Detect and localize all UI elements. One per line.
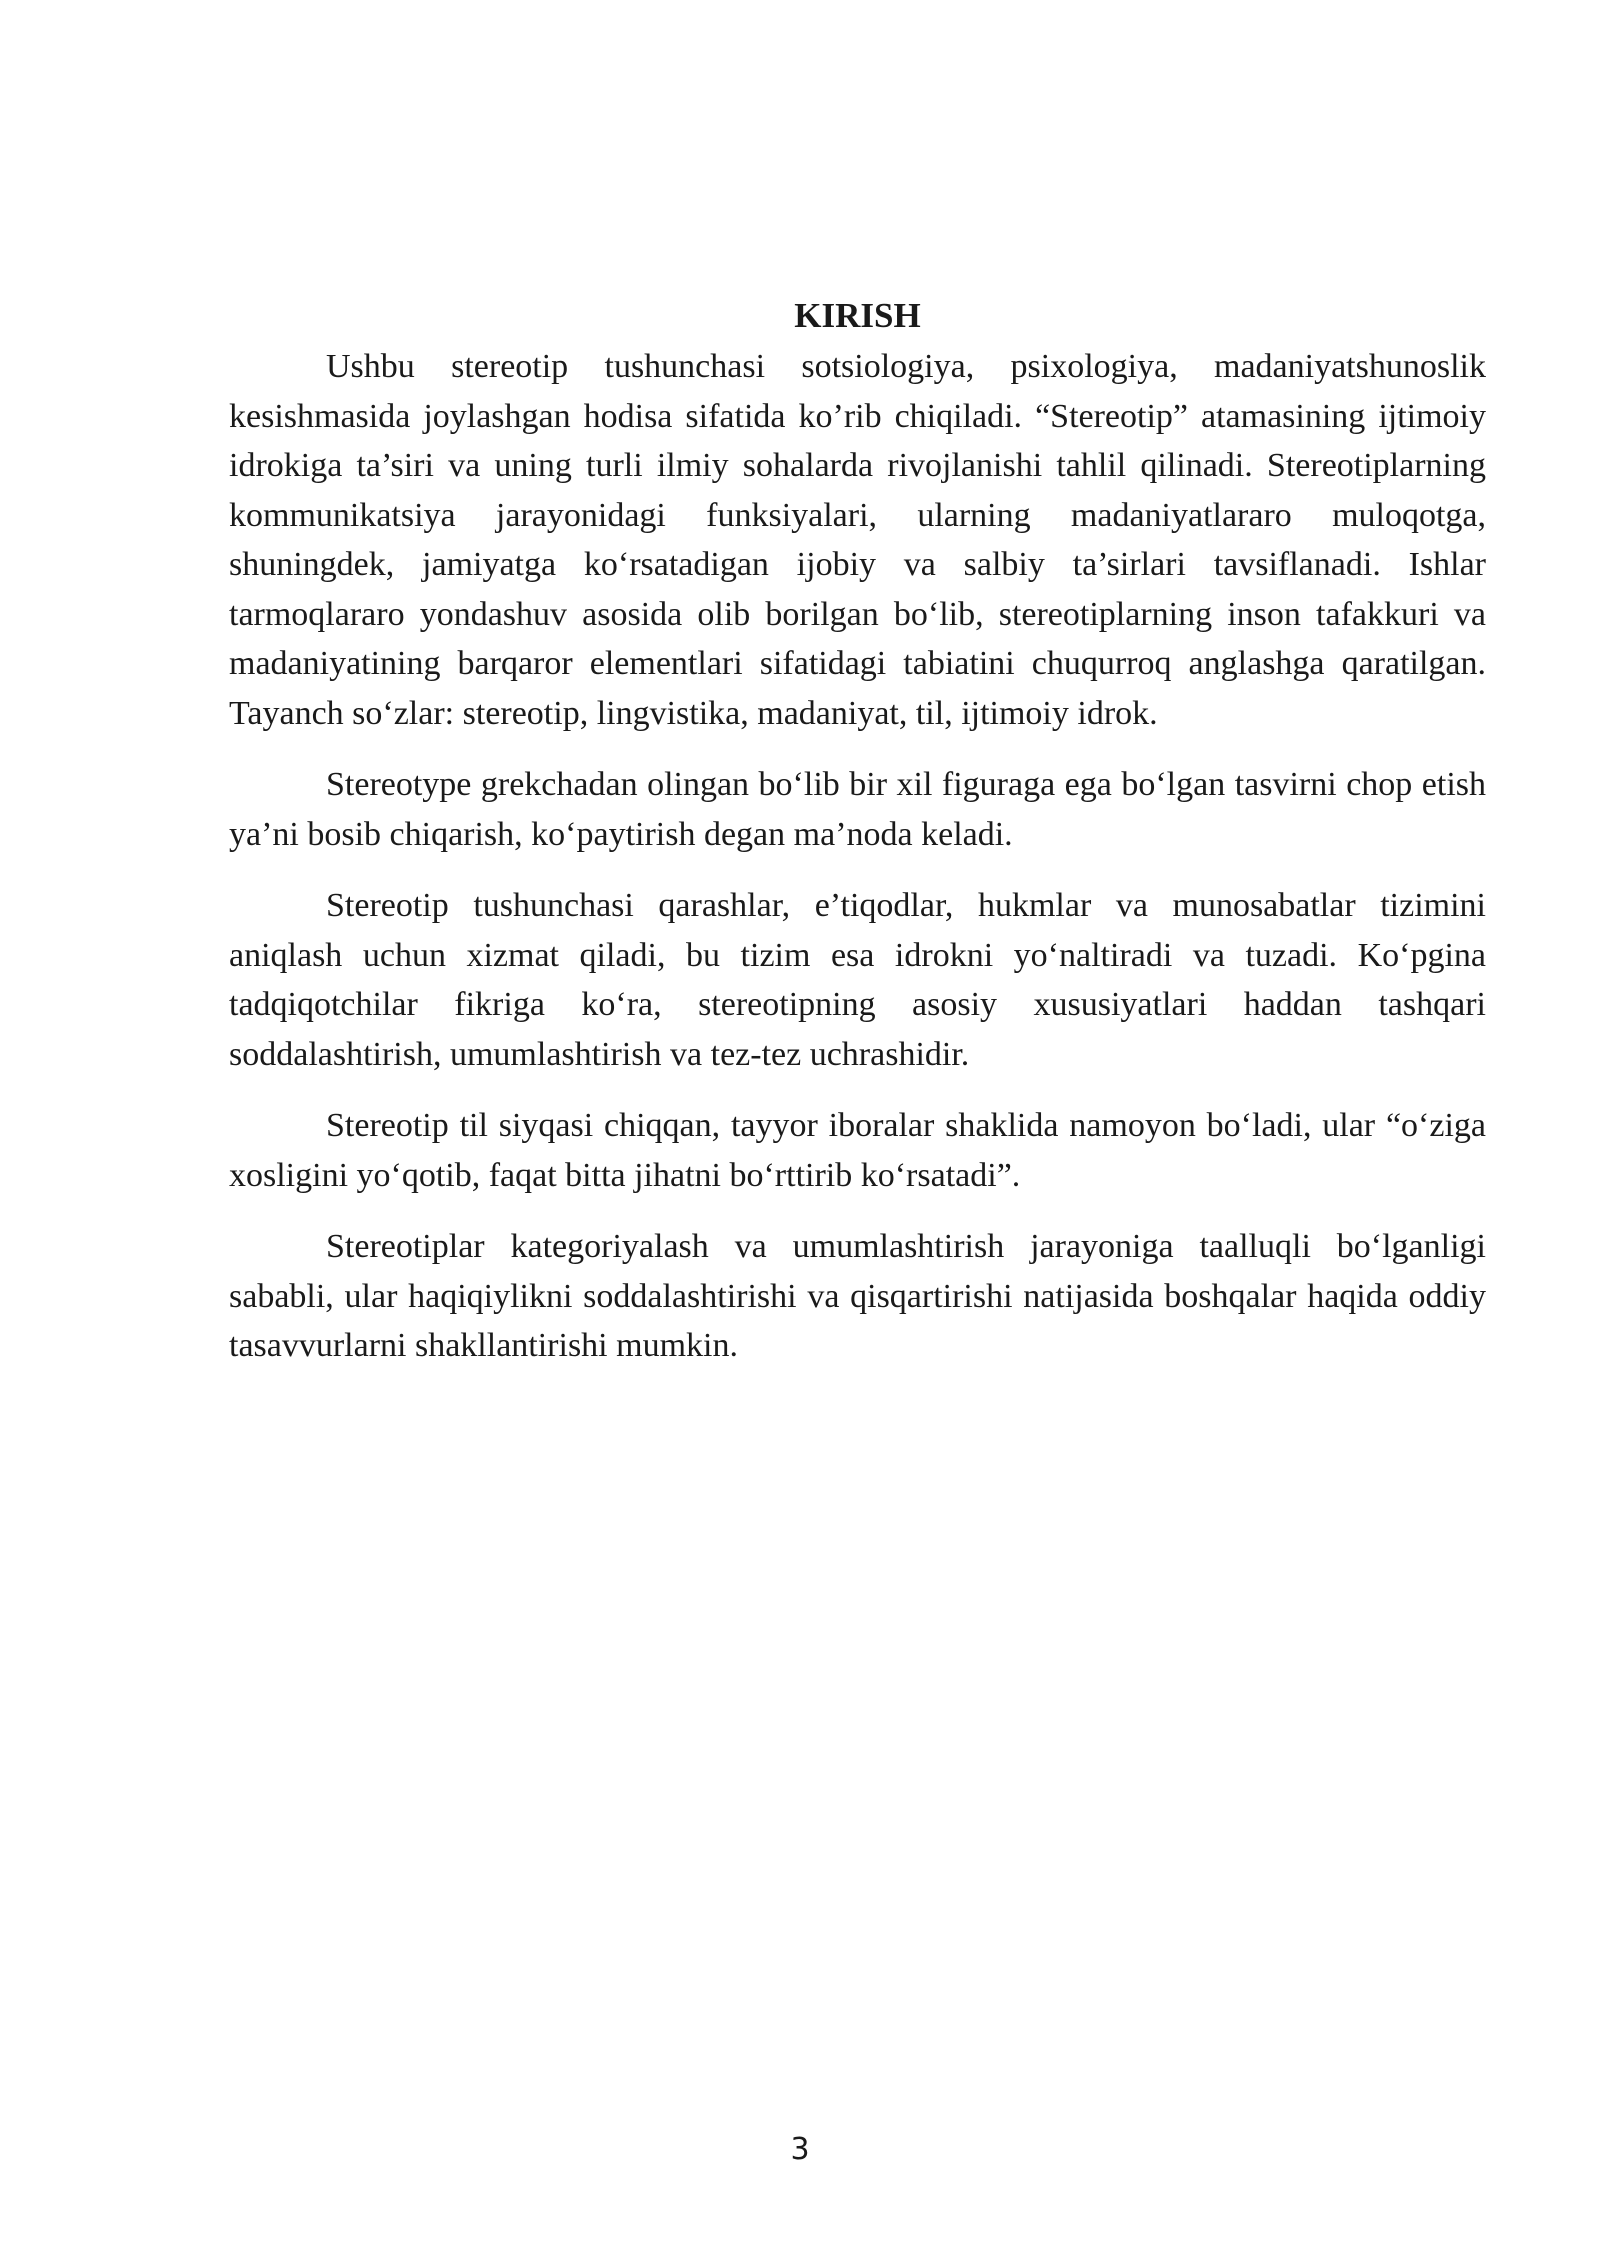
page-number: 3 [790, 2132, 810, 2167]
paragraph-etymology: Stereotype grekchadan olingan bo‘lib bir xil figuraga ega bo‘lgan tasvirni chop etish ya’ni bosib chiqarish, ko‘paytirish degan ma’noda keladi. [229, 766, 1486, 853]
section-title: KIRISH [794, 296, 921, 335]
paragraph-categorization: Stereotiplar kategoriyalash va umumlashtirish jarayoniga taalluqli bo‘lganligi sababli, ular haqiqiylikni soddalashtirishi va qisqartirishi natijasida boshqalar haqida oddiy tasavvurlarni shakllantirishi mumkin. [229, 1228, 1486, 1364]
paragraph-concept: Stereotip tushunchasi qarashlar, e’tiqodlar, hukmlar va munosabatlar tizimini aniqlash uchun xizmat qiladi, bu tizim esa idrokni yo‘naltiradi va tuzadi. Ko‘pgina tadqiqotchilar fikriga ko‘ra, stereotipning asosiy xususiyatlari haddan tashqari soddalashtirish, umumlashtirish va tez-tez uchrashidir. [229, 887, 1486, 1073]
page-content [229, 296, 1486, 1393]
paragraph-intro: Ushbu stereotip tushunchasi sotsiologiya, psixologiya, madaniyatshunoslik kesishmasida joylashgan hodisa sifatida ko’rib chiqiladi. “Stereotip” atamasining ijtimoiy idrokiga ta’siri va uning turli ilmiy sohalarda rivojlanishi tahlil qilinadi. Stereotiplarning kommunikatsiya jarayonidagi funksiyalari, ularning madaniyatlararo muloqotga, shuningdek, jamiyatga ko‘rsatadigan ijobiy va salbiy ta’sirlari tavsiflanadi. Ishlar tarmoqlararo yondashuv asosida olib borilgan bo‘lib, stereotiplarning inson tafakkuri va madaniyatining barqaror elementlari sifatidagi tabiatini chuqurroq anglashga qaratilgan. Tayanch so‘zlar: stereotip, lingvistika, madaniyat, til, ijtimoiy idrok. [229, 348, 1486, 732]
paragraph-language: Stereotip til siyqasi chiqqan, tayyor iboralar shaklida namoyon bo‘ladi, ular “o‘ziga xosligini yo‘qotib, faqat bitta jihatni bo‘rttirib ko‘rsatadi”. [229, 1107, 1486, 1194]
